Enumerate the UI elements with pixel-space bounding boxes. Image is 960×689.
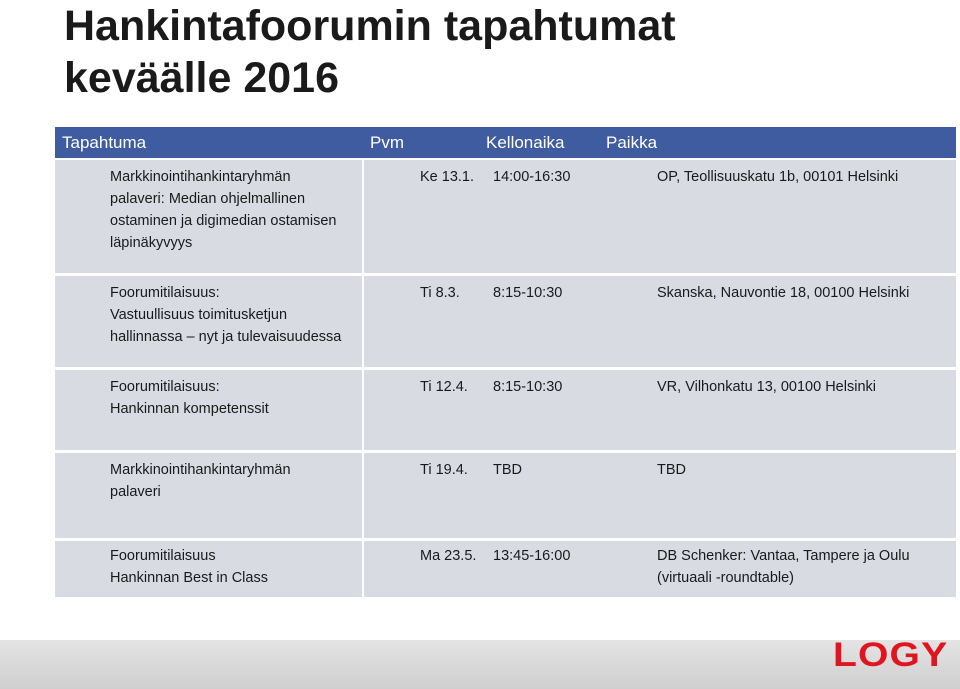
place-line: (virtuaali -roundtable) [657, 570, 795, 586]
date-cell: Ma 23.5. [420, 548, 477, 564]
header-time: Kellonaika [486, 132, 565, 152]
date-cell: Ti 12.4. [420, 379, 468, 395]
events-table [55, 127, 956, 597]
title-line-2: keväälle 2016 [64, 54, 339, 102]
place-line: DB Schenker: Vantaa, Tampere ja Oulu [657, 548, 910, 564]
place-line: Skanska, Nauvontie 18, 00100 Helsinki [657, 285, 910, 301]
event-line: palaveri: Median ohjelmallinen [110, 191, 306, 207]
event-cell [110, 376, 360, 420]
event-line: Markkinointihankintaryhmän [110, 462, 291, 478]
place-line: OP, Teollisuuskatu 1b, 00101 Helsinki [657, 169, 899, 185]
footer-bar [0, 640, 960, 689]
header-date: Pvm [370, 132, 404, 152]
event-line: Foorumitilaisuus [110, 548, 216, 564]
table-row [55, 276, 956, 370]
place-line: VR, Vilhonkatu 13, 00100 Helsinki [657, 379, 876, 395]
date-cell: Ke 13.1. [420, 169, 475, 185]
page-title [64, 0, 676, 104]
event-line: hallinnassa – nyt ja tulevaisuudessa [110, 329, 342, 345]
table-header [55, 127, 956, 160]
event-line: ostaminen ja digimedian ostamisen [110, 213, 337, 229]
place-cell [657, 376, 876, 398]
event-line: Foorumitilaisuus: [110, 285, 220, 301]
place-cell [657, 545, 910, 589]
place-cell [657, 459, 686, 481]
table-row [55, 541, 956, 597]
time-cell: 13:45-16:00 [493, 548, 571, 564]
header-event: Tapahtuma [62, 132, 147, 152]
table-row [55, 370, 956, 453]
table-row [55, 453, 956, 541]
event-line: Hankinnan kompetenssit [110, 401, 269, 417]
date-cell: Ti 19.4. [420, 462, 468, 478]
time-cell: TBD [493, 462, 522, 478]
table-row [55, 160, 956, 276]
time-cell: 8:15-10:30 [493, 285, 563, 301]
event-cell [110, 545, 360, 589]
place-line: TBD [657, 462, 686, 478]
time-cell: 8:15-10:30 [493, 379, 563, 395]
logy-logo: LOGY [832, 636, 948, 674]
place-cell [657, 282, 909, 304]
event-line: palaveri [110, 484, 161, 500]
date-cell: Ti 8.3. [420, 285, 460, 301]
event-line: Hankinnan Best in Class [110, 570, 268, 586]
event-cell [110, 166, 360, 254]
event-line: läpinäkyvyys [110, 235, 193, 251]
event-line: Markkinointihankintaryhmän [110, 169, 291, 185]
event-cell [110, 282, 360, 348]
header-place: Paikka [606, 132, 658, 152]
time-cell: 14:00-16:30 [493, 169, 571, 185]
event-line: Vastuullisuus toimitusketjun [110, 307, 288, 323]
title-line-1: Hankintafoorumin tapahtumat [64, 2, 676, 50]
event-cell [110, 459, 360, 503]
event-line: Foorumitilaisuus: [110, 379, 220, 395]
place-cell [657, 166, 898, 188]
